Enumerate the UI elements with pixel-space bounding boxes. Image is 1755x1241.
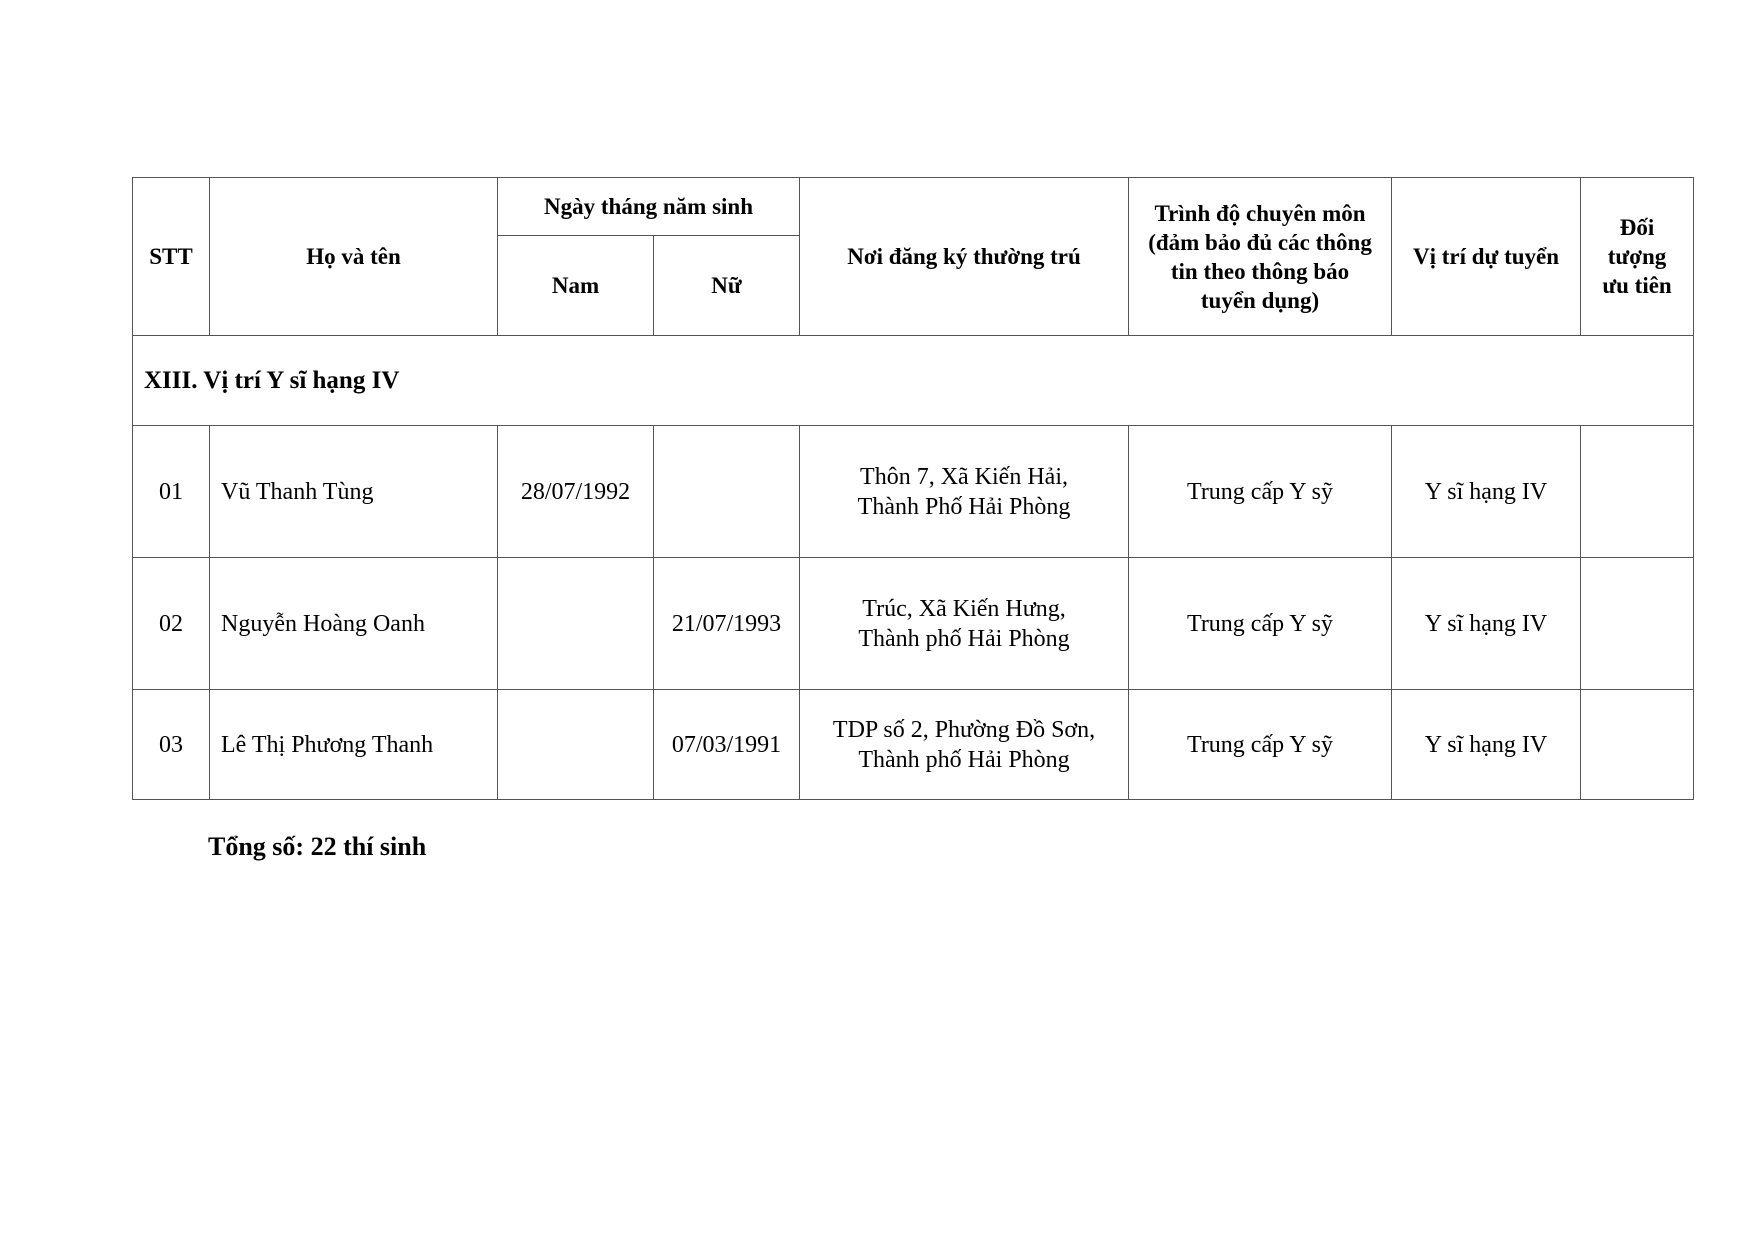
cell-stt: 01 <box>133 426 210 558</box>
cell-priority <box>1581 426 1694 558</box>
cell-residence: TDP số 2, Phường Đồ Sơn, Thành phố Hải Phòng <box>800 690 1129 800</box>
cell-qualification: Trung cấp Y sỹ <box>1129 558 1392 690</box>
cell-residence: Trúc, Xã Kiến Hưng, Thành phố Hải Phòng <box>800 558 1129 690</box>
cell-dob-female: 21/07/1993 <box>654 558 800 690</box>
cell-name: Nguyễn Hoàng Oanh <box>210 558 498 690</box>
cell-position: Y sĩ hạng IV <box>1392 558 1581 690</box>
total-count: Tổng số: 22 thí sinh <box>208 832 427 861</box>
section-title: XIII. Vị trí Y sĩ hạng IV <box>133 336 1694 426</box>
cell-position: Y sĩ hạng IV <box>1392 426 1581 558</box>
header-residence: Nơi đăng ký thường trú <box>800 178 1129 336</box>
cell-qualification: Trung cấp Y sỹ <box>1129 426 1392 558</box>
cell-dob-male: 28/07/1992 <box>498 426 654 558</box>
table-row <box>133 690 1694 800</box>
cell-stt: 02 <box>133 558 210 690</box>
cell-residence: Thôn 7, Xã Kiến Hải, Thành Phố Hải Phòng <box>800 426 1129 558</box>
cell-dob-female <box>654 426 800 558</box>
header-male: Nam <box>498 236 654 336</box>
header-qualification: Trình độ chuyên môn (đảm bảo đủ các thông tin theo thông báo tuyển dụng) <box>1129 178 1392 336</box>
table-row <box>133 426 1694 558</box>
cell-position: Y sĩ hạng IV <box>1392 690 1581 800</box>
header-row-1 <box>133 178 1694 236</box>
header-name: Họ và tên <box>210 178 498 336</box>
header-priority: Đối tượng ưu tiên <box>1581 178 1694 336</box>
candidate-table-container <box>132 177 1693 800</box>
header-female: Nữ <box>654 236 800 336</box>
cell-name: Lê Thị Phương Thanh <box>210 690 498 800</box>
table-row <box>133 558 1694 690</box>
cell-priority <box>1581 690 1694 800</box>
section-row <box>133 336 1694 426</box>
cell-stt: 03 <box>133 690 210 800</box>
cell-dob-female: 07/03/1991 <box>654 690 800 800</box>
cell-name: Vũ Thanh Tùng <box>210 426 498 558</box>
cell-priority <box>1581 558 1694 690</box>
cell-dob-male <box>498 690 654 800</box>
cell-dob-male <box>498 558 654 690</box>
candidate-table <box>132 177 1694 800</box>
header-stt: STT <box>133 178 210 336</box>
header-dob: Ngày tháng năm sinh <box>498 178 800 236</box>
header-position: Vị trí dự tuyển <box>1392 178 1581 336</box>
cell-qualification: Trung cấp Y sỹ <box>1129 690 1392 800</box>
